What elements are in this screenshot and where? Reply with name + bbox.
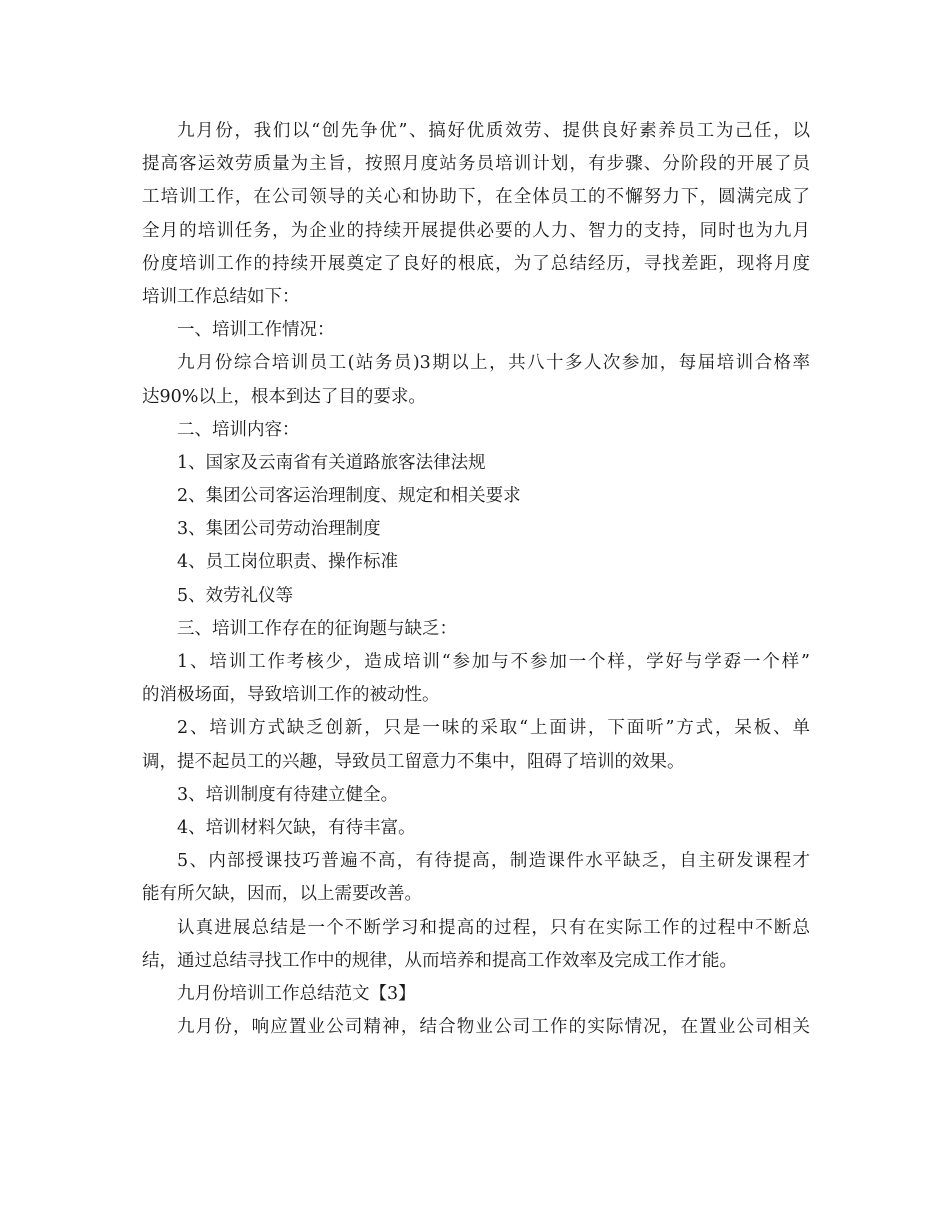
- list-item: 5、内部授课技巧普遍不高，有待提高，制造课件水平缺乏，自主研发课程才: [177, 851, 810, 872]
- text-line: 工培训工作，在公司领导的关心和协助下，在全体员工的不懈努力下，圆满完成了: [142, 187, 810, 208]
- section-heading: 二、培训内容：: [177, 419, 300, 440]
- list-item: 4、培训材料欠缺，有待丰富。: [177, 817, 416, 838]
- text-line: 能有所欠缺，因而，以上需要改善。: [142, 884, 422, 905]
- list-item: 3、培训制度有待建立健全。: [177, 784, 399, 805]
- list-item: 2、集团公司客运治理制度、规定和相关要求: [177, 486, 521, 507]
- list-item: 3、集团公司劳动治理制度: [177, 519, 381, 540]
- document-body: [142, 115, 810, 1044]
- text-line: 结，通过总结寻找工作中的规律，从而培养和提高工作效率及完成工作才能。: [142, 950, 737, 971]
- section-heading: 三、培训工作存在的征询题与缺乏：: [177, 618, 457, 639]
- list-item: 2、培训方式缺乏创新，只是一味的采取“上面讲，下面听”方式，呆板、单: [177, 718, 810, 739]
- text-line: 九月份，我们以“创先争优”、搞好优质效劳、提供良好素养员工为己任，以: [177, 121, 810, 141]
- text-line: 九月份综合培训员工(站务员)3期以上，共八十多人次参加，每届培训合格率: [177, 353, 810, 374]
- text-line: 提高客运效劳质量为主旨，按照月度站务员培训计划，有步骤、分阶段的开展了员: [142, 154, 810, 175]
- text-line: 九月份，响应置业公司精神，结合物业公司工作的实际情况，在置业公司相关: [177, 1017, 810, 1038]
- text-line: 全月的培训任务，为企业的持续开展提供必要的人力、智力的支持，同时也为九月: [142, 220, 810, 241]
- list-item: 1、培训工作考核少，造成培训“参加与不参加一个样，学好与学孬一个样”: [177, 652, 810, 672]
- text-line: 培训工作总结如下：: [142, 286, 300, 307]
- list-item: 1、国家及云南省有关道路旅客法律法规: [177, 452, 486, 473]
- text-line: 认真进展总结是一个不断学习和提高的过程，只有在实际工作的过程中不断总: [177, 917, 810, 938]
- text-line: 调，提不起员工的兴趣，导致员工留意力不集中，阻碍了培训的效果。: [142, 751, 685, 772]
- section-heading: 一、培训工作情况：: [177, 320, 335, 341]
- list-item: 5、效劳礼仪等: [177, 585, 294, 606]
- document-subtitle: 九月份培训工作总结范文【3】: [177, 983, 416, 1004]
- text-line: 达90%以上，根本到达了目的要求。: [142, 386, 426, 407]
- text-line: 份度培训工作的持续开展奠定了良好的根底，为了总结经历，寻找差距，现将月度: [142, 253, 810, 274]
- list-item: 4、员工岗位职责、操作标准: [177, 552, 399, 573]
- text-line: 的消极场面，导致培训工作的被动性。: [142, 685, 440, 706]
